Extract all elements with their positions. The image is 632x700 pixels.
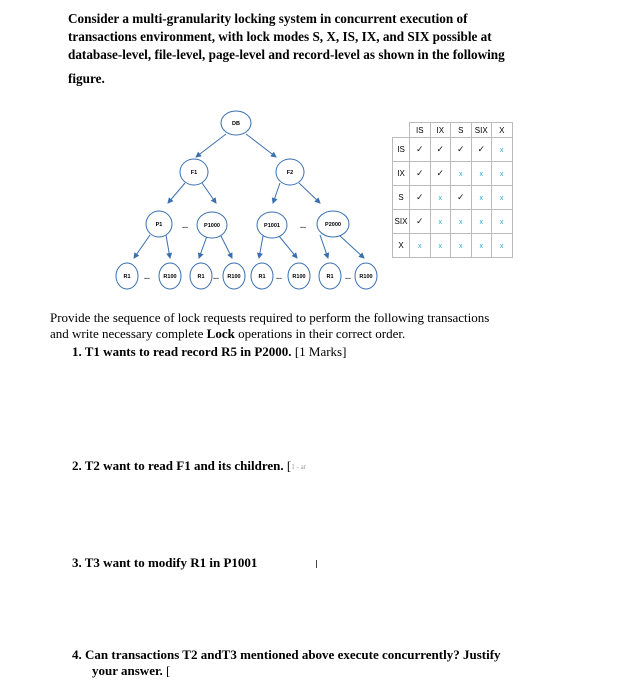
matrix-row-header: IX: [393, 162, 410, 186]
record-label: R1: [258, 274, 266, 280]
matrix-cell: [471, 162, 492, 186]
matrix-cell: [471, 234, 492, 258]
matrix-row-header: SIX: [393, 210, 410, 234]
matrix-row-header: IS: [393, 138, 410, 162]
incompatible-x-mark: x: [459, 243, 463, 250]
f2-label: F2: [286, 170, 294, 176]
record-label: R1: [123, 274, 131, 280]
incompatible-x-mark: x: [418, 243, 422, 250]
matrix-col-header: IX: [430, 123, 451, 138]
matrix-cell: [410, 210, 431, 234]
ellipsis: ...: [182, 223, 188, 230]
question-4-line-2-wrap: [72, 663, 552, 679]
matrix-corner: [393, 123, 410, 138]
matrix-col-header: S: [451, 123, 472, 138]
incompatible-x-mark: x: [500, 147, 504, 154]
matrix-row: [393, 186, 513, 210]
matrix-cell: [492, 186, 513, 210]
incompatible-x-mark: x: [438, 219, 442, 226]
intro-line-3: database-level, file-level, page-level and record-level as shown in the following: [68, 47, 505, 62]
question-3-text: 3. T3 want to modify R1 in P1001: [72, 555, 258, 570]
granularity-tree-diagram: [108, 105, 388, 300]
matrix-cell: [492, 138, 513, 162]
question-2-text: 2. T2 want to read F1 and its children.: [72, 458, 284, 473]
incompatible-x-mark: x: [438, 195, 442, 202]
ellipsis: ...: [300, 223, 306, 230]
lock-compatibility-matrix: [392, 122, 513, 258]
question-4-marks: [: [166, 663, 171, 678]
record-label: R100: [359, 274, 373, 280]
incompatible-x-mark: x: [479, 219, 483, 226]
question-2: [72, 458, 306, 474]
f1-label: F1: [190, 170, 198, 176]
question-4: [72, 647, 552, 679]
p1001-label: P1001: [264, 223, 280, 229]
incompatible-x-mark: x: [500, 195, 504, 202]
ellipsis: ...: [213, 274, 219, 281]
question-3: [72, 555, 257, 571]
incompatible-x-mark: x: [479, 243, 483, 250]
instructions-text: operations in their correct order.: [234, 326, 406, 341]
intro-line-2: transactions environment, with lock modes S, X, IS, IX, and SIX possible at: [68, 29, 492, 44]
question-1-marks: [1 Marks]: [294, 344, 347, 359]
compatible-check-mark: ✓: [415, 144, 424, 154]
p1000-label: P1000: [204, 223, 220, 229]
record-label: R1: [326, 274, 334, 280]
question-2-marks: [: [286, 458, 292, 473]
matrix-row: [393, 210, 513, 234]
p1-label: P1: [155, 222, 163, 228]
record-label: R1: [197, 274, 205, 280]
matrix-cell: [451, 210, 472, 234]
db-label: DB: [232, 121, 240, 127]
instructions-line-1: Provide the sequence of lock requests required to perform the following transactions: [50, 310, 490, 325]
compatible-check-mark: ✓: [456, 144, 465, 154]
matrix-cell: [430, 138, 451, 162]
question-intro: [68, 10, 558, 88]
p2000-label: P2000: [325, 222, 341, 228]
matrix-row: [393, 138, 513, 162]
intro-line-4: figure.: [68, 71, 105, 86]
matrix-cell: [430, 186, 451, 210]
matrix-cell: [492, 210, 513, 234]
matrix-cell: [451, 138, 472, 162]
matrix-col-header: X: [492, 123, 513, 138]
compatible-check-mark: ✓: [456, 192, 465, 202]
compatible-check-mark: ✓: [436, 144, 445, 154]
matrix-cell: [410, 138, 431, 162]
ellipsis: ...: [345, 274, 351, 281]
matrix-row: [393, 234, 513, 258]
record-label: R100: [227, 274, 241, 280]
incompatible-x-mark: x: [500, 243, 504, 250]
compatible-check-mark: ✓: [436, 168, 445, 178]
matrix-cell: [471, 210, 492, 234]
incompatible-x-mark: x: [479, 171, 483, 178]
question-1-text: 1. T1 wants to read record R5 in P2000.: [72, 344, 292, 359]
instructions-bold-lock: Lock: [206, 326, 235, 341]
question-4-line-2: your answer.: [92, 663, 163, 678]
matrix-row: [393, 162, 513, 186]
compatible-check-mark: ✓: [415, 216, 424, 226]
intro-line-1: Consider a multi-granularity locking system in concurrent execution of: [68, 11, 468, 26]
instructions-line-2: [50, 326, 570, 342]
question-4-line-1: 4. Can transactions T2 andT3 mentioned above execute concurrently? Justify: [72, 647, 501, 662]
matrix-col-header: SIX: [471, 123, 492, 138]
instructions-text: and write necessary complete: [50, 326, 207, 341]
matrix-cell: [451, 162, 472, 186]
matrix-col-header: IS: [410, 123, 431, 138]
question-1: [72, 344, 346, 360]
incompatible-x-mark: x: [438, 243, 442, 250]
record-label: R100: [163, 274, 177, 280]
matrix-cell: [492, 234, 513, 258]
ellipsis: ...: [144, 274, 150, 281]
incompatible-x-mark: x: [459, 171, 463, 178]
incompatible-x-mark: x: [459, 219, 463, 226]
matrix-row-header: S: [393, 186, 410, 210]
question-2-faint-marks: 1 - ar: [291, 463, 307, 472]
ellipsis: ...: [276, 274, 282, 281]
matrix-cell: [410, 162, 431, 186]
matrix-cell: [430, 210, 451, 234]
compatible-check-mark: ✓: [477, 144, 486, 154]
matrix-cell: [471, 186, 492, 210]
matrix-cell: [410, 186, 431, 210]
record-label: R100: [292, 274, 306, 280]
matrix-cell: [410, 234, 431, 258]
matrix-cell: [471, 138, 492, 162]
compatible-check-mark: ✓: [415, 168, 424, 178]
matrix-cell: [430, 234, 451, 258]
compatible-check-mark: ✓: [415, 192, 424, 202]
incompatible-x-mark: x: [500, 171, 504, 178]
stray-mark: [316, 560, 317, 568]
matrix-cell: [451, 186, 472, 210]
matrix-cell: [430, 162, 451, 186]
matrix-cell: [492, 162, 513, 186]
instructions: [50, 310, 570, 342]
incompatible-x-mark: x: [500, 219, 504, 226]
incompatible-x-mark: x: [479, 195, 483, 202]
matrix-row-header: X: [393, 234, 410, 258]
matrix-cell: [451, 234, 472, 258]
